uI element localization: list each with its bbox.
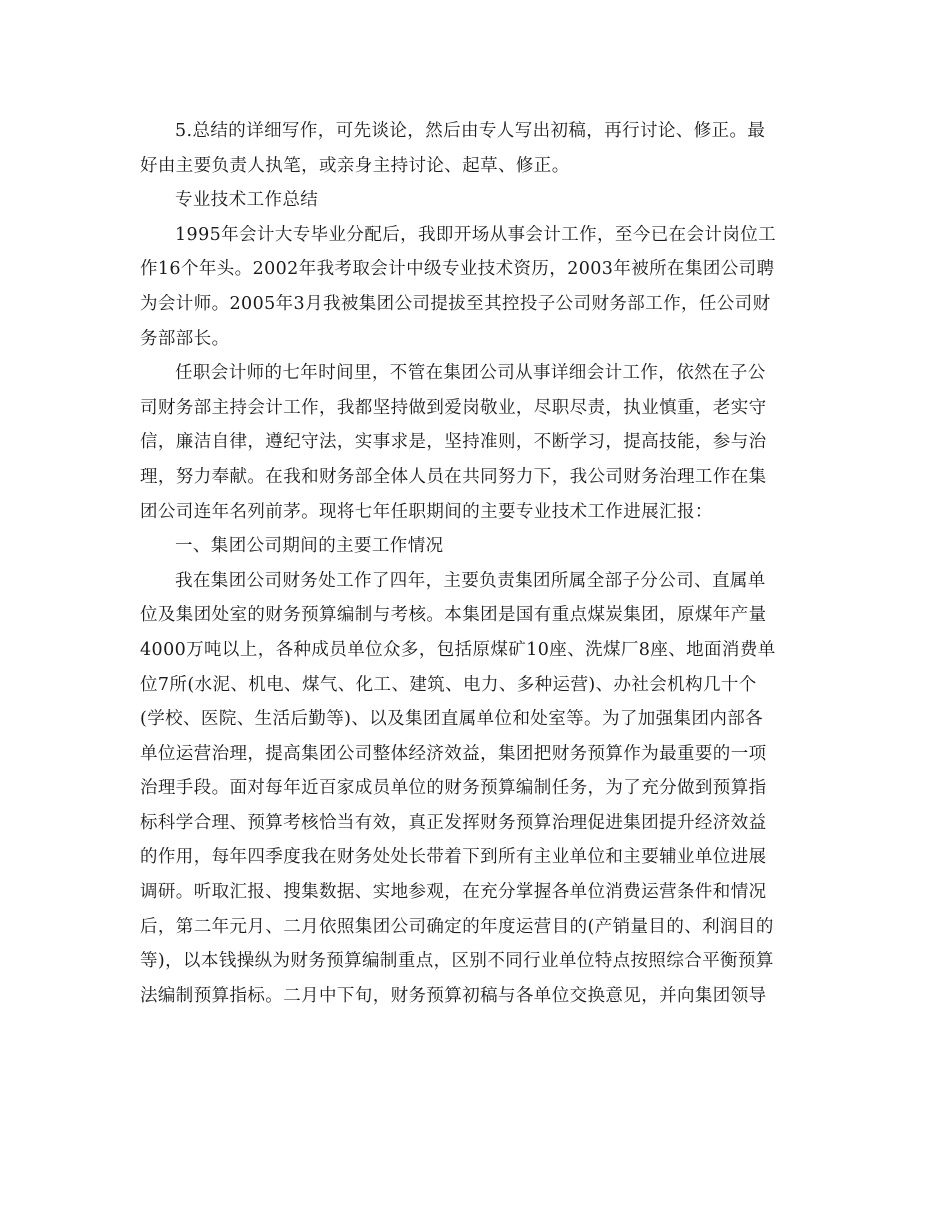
- text-line: 司财务部主持会计工作，我都坚持做到爱岗敬业，尽职尽责，执业慎重，老实守: [140, 397, 767, 418]
- text-line: 4000万吨以上，各种成员单位众多，包括原煤矿10座、洗煤厂8座、地面消费单: [140, 639, 776, 660]
- paragraph-p6: [140, 564, 808, 1014]
- text-line: 位及集团处室的财务预算编制与考核。本集团是国有重点煤炭集团，原煤年产量: [140, 605, 767, 626]
- text-line: 治理手段。面对每年近百家成员单位的财务预算编制任务，为了充分做到预算指: [140, 778, 767, 799]
- paragraph-p4: [140, 356, 808, 529]
- text-line: 一、集团公司期间的主要工作情况: [175, 536, 444, 557]
- paragraph-p2: [140, 183, 808, 218]
- text-line: 后，第二年元月、二月依照集团公司确定的年度运营目的(产销量目的、利润目的: [140, 916, 774, 937]
- text-line: 的作用，每年四季度我在财务处处长带着下到所有主业单位和主要辅业单位进展: [140, 847, 767, 868]
- text-line: 我在集团公司财务处工作了四年，主要负责集团所属全部子分公司、直属单: [175, 570, 766, 591]
- paragraph-p3: [140, 218, 808, 356]
- text-line: 专业技术工作总结: [175, 190, 319, 211]
- text-line: 理，努力奉献。在我和财务部全体人员在共同努力下，我公司财务治理工作在集: [140, 466, 767, 487]
- text-line: 务部部长。: [140, 328, 230, 349]
- text-line: 5.总结的详细写作，可先谈论，然后由专人写出初稿，再行讨论、修正。最: [175, 121, 766, 141]
- text-line: 为会计师。2005年3月我被集团公司提拔至其控投子公司财务部工作，任公司财: [140, 293, 771, 314]
- text-line: 作16个年头。2002年我考取会计中级专业技术资历，2003年被所在集团公司聘: [140, 259, 775, 280]
- text-line: 标科学合理、预算考核恰当有效，真正发挥财务预算治理促进集团提升经济效益: [140, 812, 767, 833]
- paragraph-p5: [140, 529, 808, 564]
- text-line: 法编制预算指标。二月中下旬，财务预算初稿与各单位交换意见，并向集团领导: [140, 985, 767, 1006]
- text-line: 等)，以本钱操纵为财务预算编制重点，区别不同行业单位特点按照综合平衡预算: [140, 951, 774, 972]
- document-body: [140, 114, 808, 1013]
- text-line: 单位运营治理，提高集团公司整体经济效益，集团把财务预算作为最重要的一项: [140, 743, 767, 764]
- paragraph-p1: [140, 114, 808, 183]
- text-line: 团公司连年名列前茅。现将七年任职期间的主要专业技术工作进展汇报：: [140, 501, 713, 522]
- text-line: 位7所(水泥、机电、煤气、化工、建筑、电力、多种运营)、办社会机构几十个: [140, 674, 757, 695]
- text-line: 任职会计师的七年时间里，不管在集团公司从事详细会计工作，依然在子公: [175, 363, 766, 384]
- text-line: 信，廉洁自律，遵纪守法，实事求是，坚持准则，不断学习，提高技能，参与治: [140, 432, 767, 453]
- text-line: (学校、医院、生活后勤等)、以及集团直属单位和处室等。为了加强集团内部各: [140, 709, 764, 730]
- text-line: 1995年会计大专毕业分配后，我即开场从事会计工作，至今已在会计岗位工: [175, 224, 777, 245]
- text-line: 好由主要负责人执笔，或亲身主持讨论、起草、修正。: [140, 155, 570, 176]
- text-line: 调研。听取汇报、搜集数据、实地参观，在充分掌握各单位消费运营条件和情况: [140, 882, 767, 903]
